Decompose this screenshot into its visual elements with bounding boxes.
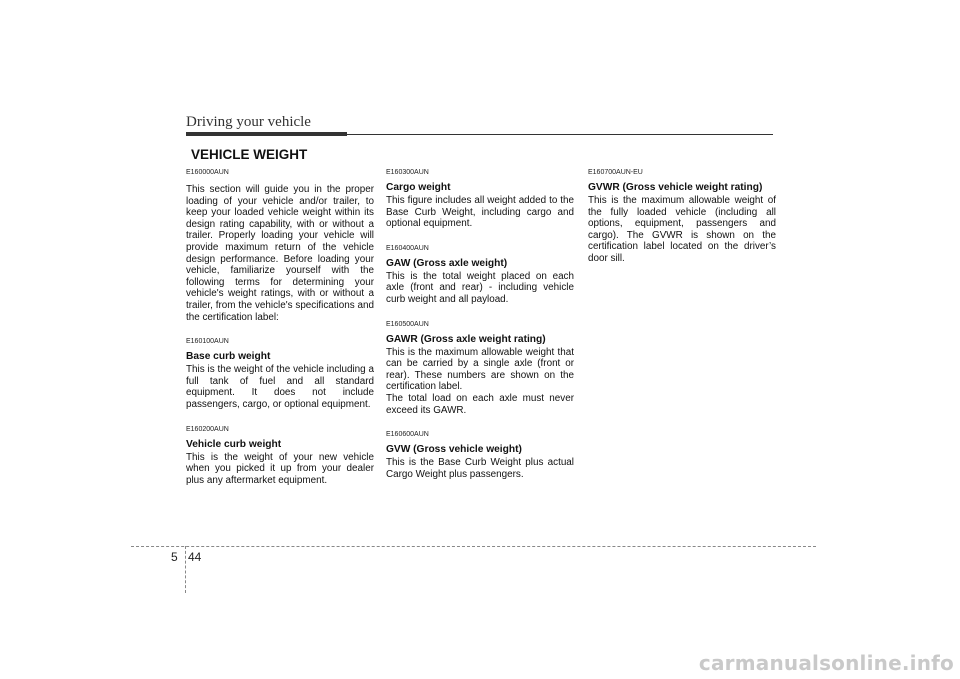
- definition-block: [588, 168, 776, 265]
- intro-text: This section will guide you in the proper loading of your vehicle and/or trailer, to keep your loaded vehicle weight within its design rating capability, with or without a trailer. Properly loading your vehicle will provide maximum return of the vehicle design performance. Before loading your vehicle, familiarize yourself with the following terms for determining your vehicle's weight ratings, with or without a trailer, from the vehicle's specifications and the certification label:: [186, 184, 374, 323]
- page-header-title: Driving your vehicle: [186, 114, 311, 130]
- definition-code: E160400AUN: [386, 244, 429, 252]
- text-column-3: [588, 168, 776, 279]
- definition-block: [386, 244, 574, 306]
- definition-term: GAW (Gross axle weight): [386, 257, 508, 269]
- watermark-text: carmanualsonline.info: [698, 651, 954, 675]
- definition-term: GAWR (Gross axle weight rating): [386, 333, 546, 345]
- definition-code: E160300AUN: [386, 169, 429, 176]
- definition-code: E160500AUN: [386, 320, 429, 328]
- definition-text: This is the total weight placed on each axle (front and rear) - including vehicle curb weight and all payload.: [386, 270, 574, 305]
- header-rule-thick: [186, 132, 347, 136]
- definition-term: GVW (Gross vehicle weight): [386, 444, 522, 456]
- definition-block: [186, 425, 374, 487]
- definition-term: Base curb weight: [186, 351, 271, 363]
- text-column-2: [386, 168, 574, 494]
- chapter-number: 5: [171, 550, 178, 564]
- definition-text: This is the weight of your new vehicle when you picked it up from your dealer plus any aftermarket equipment.: [186, 451, 374, 486]
- section-code: E160000AUN: [186, 169, 229, 176]
- text-column-1: [186, 168, 374, 500]
- definition-text: This figure includes all weight added to the Base Curb Weight, including cargo and optional equipment.: [386, 195, 574, 230]
- definition-text: This is the Base Curb Weight plus actual Cargo Weight plus passengers.: [386, 457, 574, 480]
- intro-block: [186, 168, 374, 323]
- footer-dashed-divider: [185, 546, 186, 593]
- definition-code: E160100AUN: [186, 338, 229, 346]
- page-number: 44: [188, 550, 202, 564]
- section-heading: VEHICLE WEIGHT: [191, 147, 308, 162]
- definition-code: E160200AUN: [186, 425, 229, 433]
- definition-block: [386, 320, 574, 417]
- definition-term: Vehicle curb weight: [186, 438, 282, 450]
- definition-term: GVWR (Gross vehicle weight rating): [588, 182, 763, 193]
- definition-term: Cargo weight: [386, 182, 451, 193]
- footer-dashed-rule: [131, 546, 816, 547]
- definition-text: This is the weight of the vehicle including a full tank of fuel and all standard equipment. It does not include passengers, cargo, or optional equipment.: [186, 364, 374, 410]
- definition-code: E160700AUN-EU: [588, 169, 643, 176]
- definition-text-note: The total load on each axle must never exceed its GAWR.: [386, 392, 574, 416]
- header-rule-thin: [347, 134, 773, 135]
- definition-block: [386, 430, 574, 480]
- definition-block: [386, 168, 574, 230]
- definition-text: This is the maximum allowable weight that can be carried by a single axle (front or rear). These numbers are shown on the certification label.: [386, 346, 574, 393]
- definition-code: E160600AUN: [386, 431, 429, 439]
- definition-text: This is the maximum allowable weight of the fully loaded vehicle (including all options, equipment, passengers and cargo). The GVWR is shown on the certification label located on the driver’s door sill.: [588, 195, 776, 264]
- definition-block: [186, 337, 374, 410]
